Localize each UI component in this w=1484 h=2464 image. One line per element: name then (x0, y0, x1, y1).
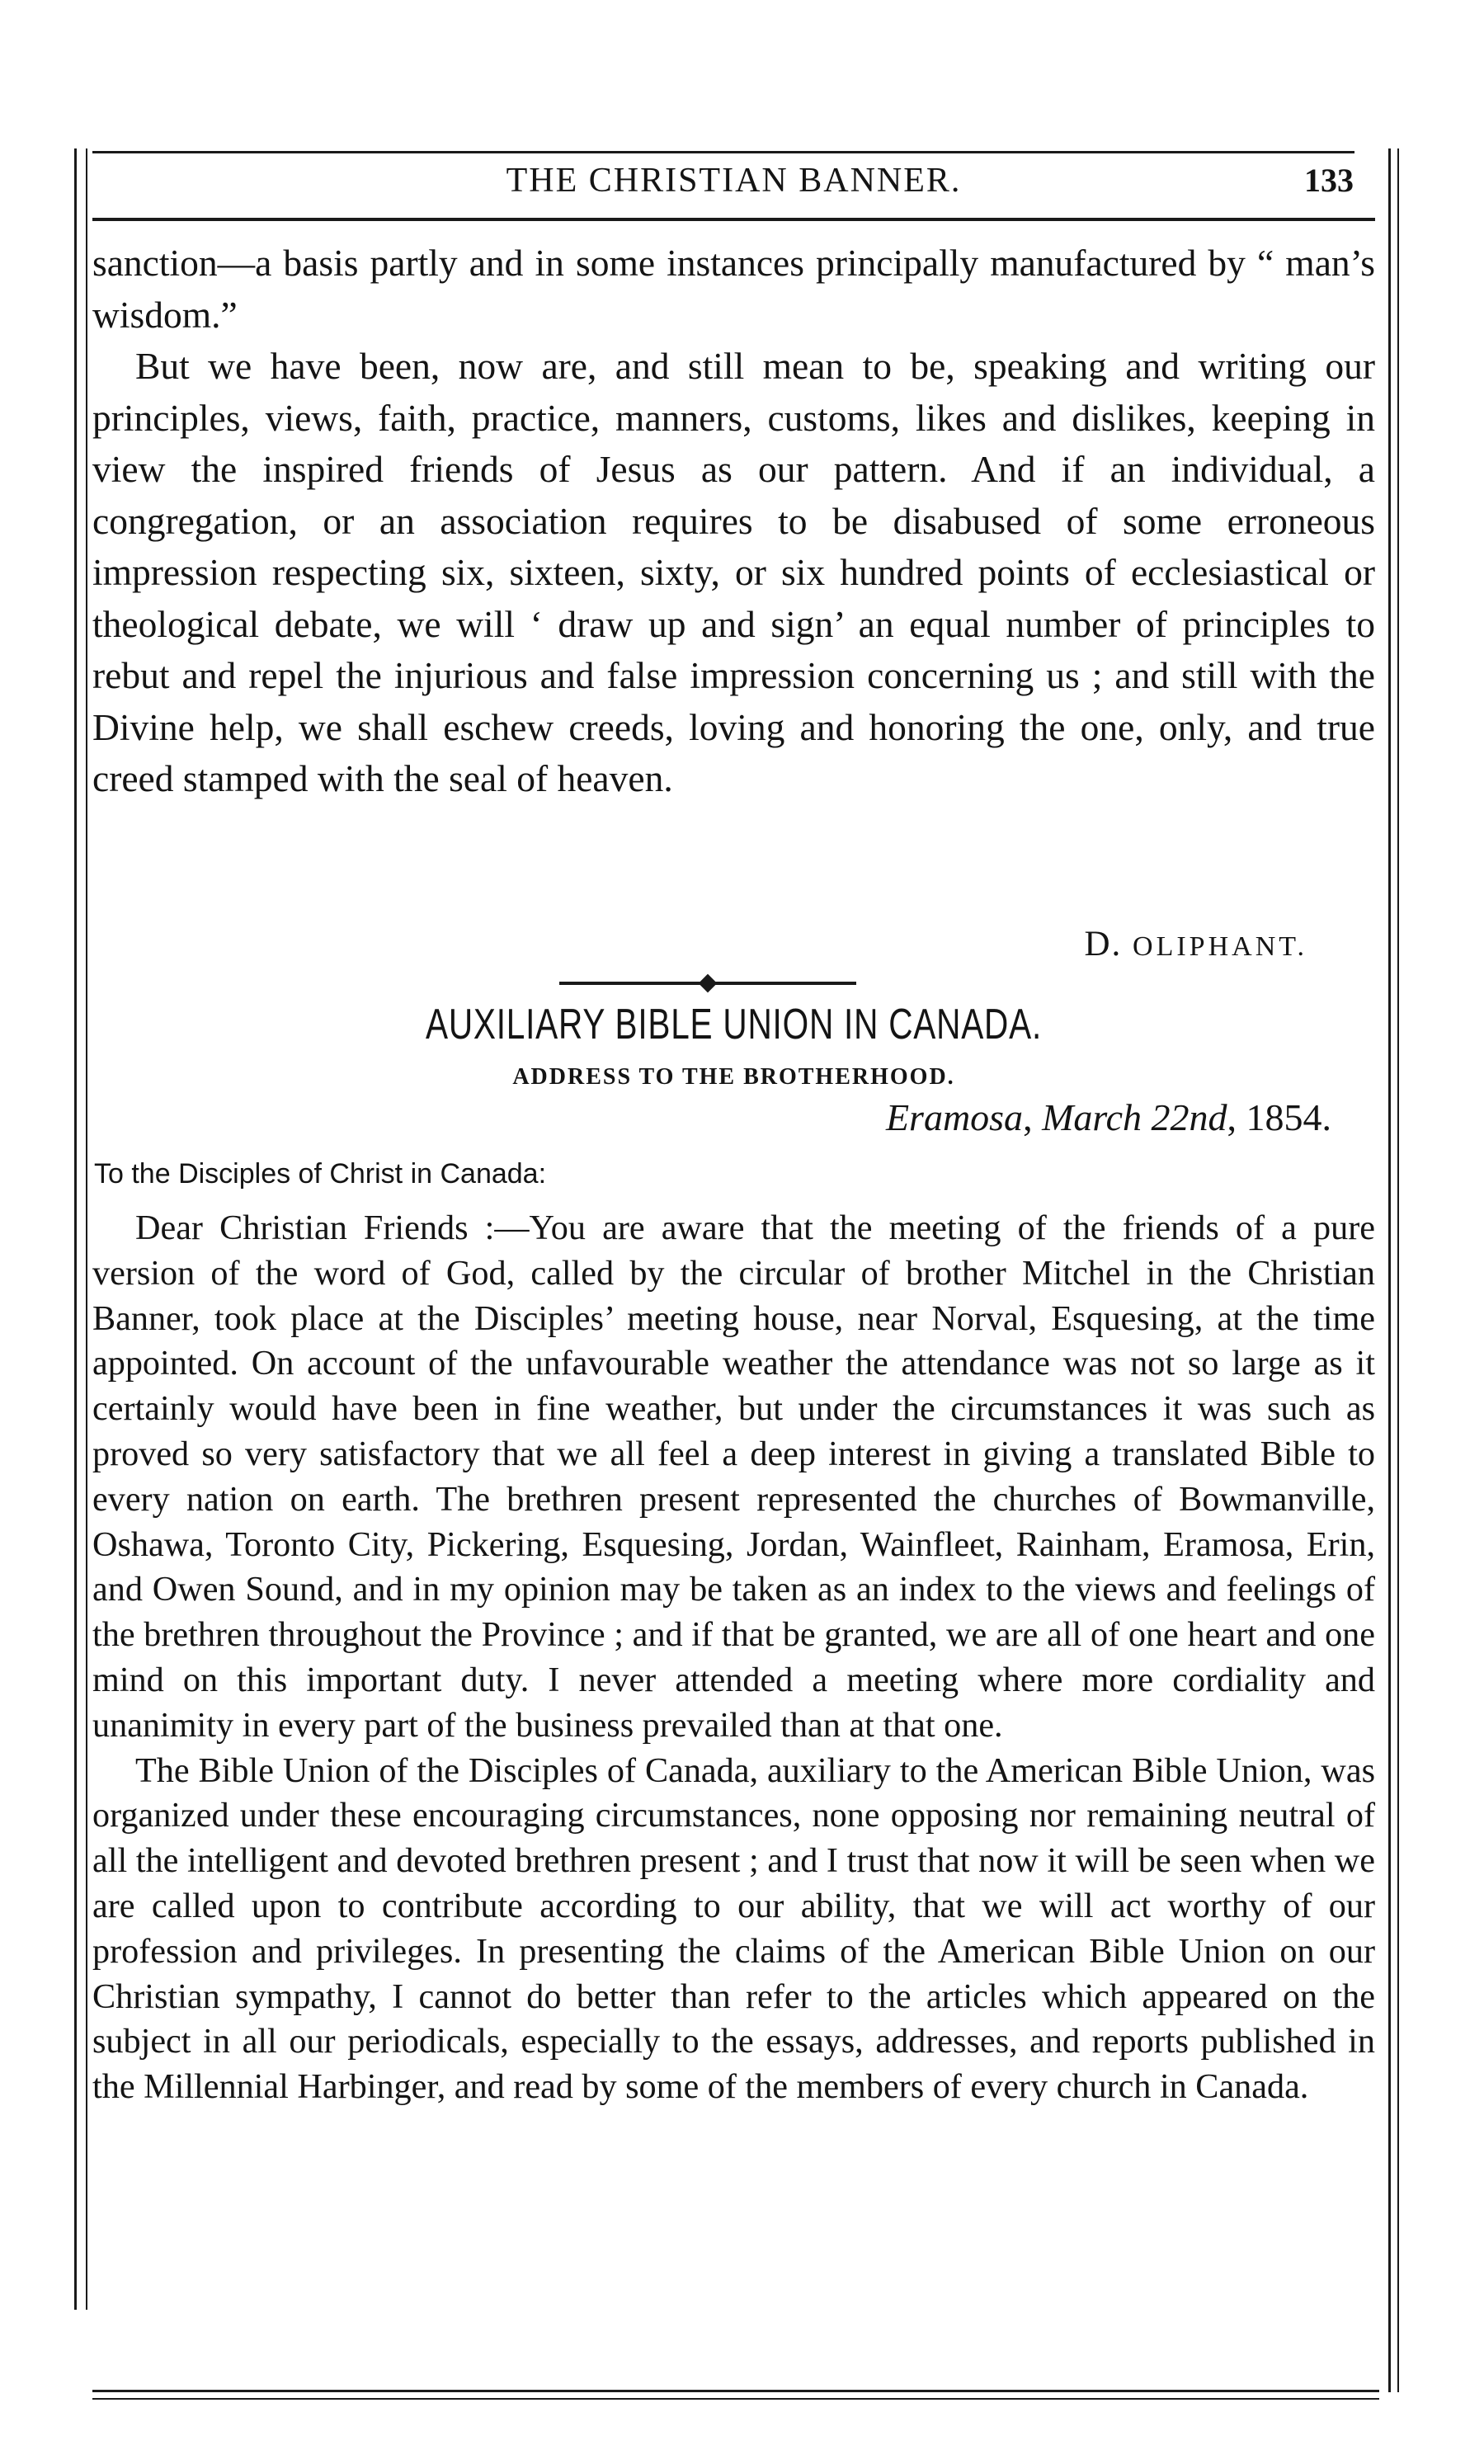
article-body (92, 1206, 1375, 2110)
right-margin-line-inner (1397, 148, 1399, 2392)
page-number: 133 (1304, 162, 1354, 199)
author-signature (1084, 924, 1307, 964)
left-margin-line-inner (86, 148, 87, 2310)
journal-title: THE CHRISTIAN BANNER. (506, 162, 962, 200)
bottom-rule (92, 2390, 1379, 2392)
dateline-date: March 22nd (1042, 1096, 1227, 1138)
header-underline (92, 218, 1375, 221)
article-continuation (92, 238, 1375, 805)
article-title: AUXILIARY BIBLE UNION IN CANADA. (425, 1001, 1042, 1048)
signature-initial: D. (1084, 925, 1133, 963)
right-margin-line-outer (1388, 148, 1391, 2392)
paragraph: sanction—a basis partly and in some instances principally manufactured by “ man’s wisdom.” (92, 242, 1375, 336)
bottom-rule-second (92, 2398, 1379, 2400)
left-margin-line-outer (74, 148, 77, 2310)
paragraph: The Bible Union of the Disciples of Canada, auxiliary to the American Bible Union, was organized under these encouraging circumstances, none opposing nor remaining neutral of all the intelligent and devoted brethren present ; and I trust that now it will be seen when we are called upon to contribute according to our ability, that we will act worthy of our profession and privileges. In presenting the claims of the American Bible Union on our Christian sympathy, I cannot do better than refer to the articles which appeared on the subject in all our periodicals, especially to the essays, addresses, and reports published in the Millennial Harbinger, and read by some of the members of every church in Canada. (92, 1750, 1375, 2107)
dateline-place: Eramosa (885, 1096, 1024, 1138)
salutation: To the Disciples of Christ in Canada: (94, 1158, 547, 1190)
article-subtitle: ADDRESS TO THE BROTHERHOOD. (512, 1064, 955, 1090)
divider-ornament-icon (699, 974, 718, 993)
dateline: Eramosa, March 22nd, 1854. (885, 1096, 1331, 1138)
running-header (92, 124, 1375, 206)
paragraph: But we have been, now are, and still mean to be, speaking and writing our principles, views, faith, practice, manners, customs, likes and dislikes, keeping in view the inspired friends of Jesus as our pattern. And if an individual, a congregation, or an association requires to be disabused of some erroneous impression respecting six, sixteen, sixty, or six hundred points of ecclesiastical or theological debate, we will ‘ draw up and sign’ an equal number of principles to rebut and repel the injurious and false impression concerning us ; and still with the Divine help, we shall eschew creeds, loving and honoring the one, only, and true creed stamped with the seal of heaven. (92, 345, 1375, 799)
dateline-year: , 1854. (1227, 1096, 1331, 1138)
signature-name: OLIPHANT. (1133, 931, 1307, 962)
paragraph: Dear Christian Friends :—You are aware that the meeting of the friends of a pure version of the word of God, called by the circular of brother Mitchel in the Christian Banner, took place at the Disciples’ meeting house, near Norval, Esquesing, at the time appointed. On account of the unfavourable weather the attendance was not so large as it certainly would have been in fine weather, but under the circumstances it was such as proved so very satisfactory that we all feel a deep interest in giving a translated Bible to every nation on earth. The brethren present represented the churches of Bowmanville, Oshawa, Toronto City, Pickering, Esquesing, Jordan, Wainfleet, Rainham, Eramosa, Erin, and Owen Sound, and in my opinion may be taken as an index to the views and feelings of the brethren throughout the Province ; and if that be granted, we are all of one heart and one mind on this important duty. I never attended a meeting where more cordiality and unanimity in every part of the business prevailed than at that one. (92, 1208, 1375, 1745)
